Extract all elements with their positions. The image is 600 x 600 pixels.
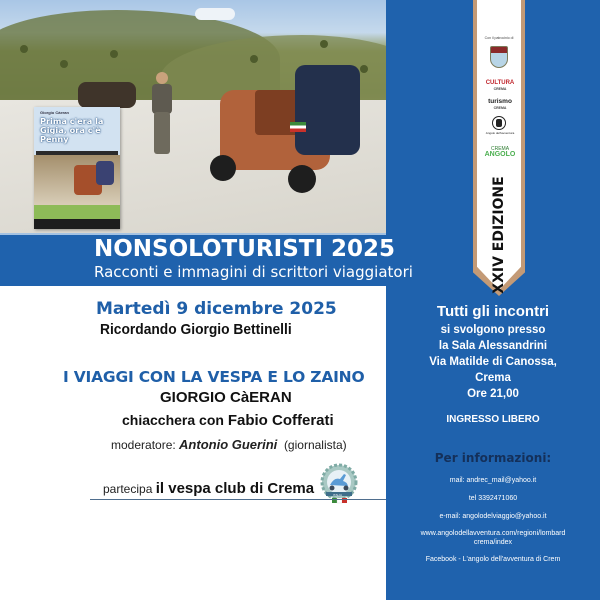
turismo-crema-logo: turismo CREMA	[488, 98, 512, 110]
book-title: Prima c'era la Gigia, ora c'è Penny	[40, 116, 104, 144]
host-name: Fabio Cofferati	[227, 412, 334, 429]
venue-line: Crema	[475, 372, 511, 384]
person-figure	[150, 72, 174, 156]
facebook-link[interactable]: Facebook - L'angolo dell'avventura di Crem	[425, 556, 561, 563]
venue-line: Via Matilde di Canossa,	[429, 356, 557, 368]
participant-line: partecipa il vespa club di Crema	[103, 480, 315, 497]
website-link-continued[interactable]: crema/index	[473, 539, 513, 546]
info-title: Per informazioni:	[434, 451, 552, 465]
talk-headline: I VIAGGI CON LA VESPA E LO ZAINO	[63, 368, 365, 386]
cultura-crema-logo: CULTURA CREMA	[485, 80, 515, 91]
municipal-crest-icon	[490, 46, 508, 68]
contact-email[interactable]: e-mail: angolodelviaggio@yahoo.it	[439, 513, 547, 520]
venue-line: si svolgono presso	[440, 324, 546, 336]
loaded-vespa-figure	[200, 60, 360, 195]
website-link[interactable]: www.angolodellavventura.com/regioni/lombard	[420, 530, 566, 537]
conversation-line: chiacchera con Fabio Cofferati	[122, 412, 334, 429]
contact-phone[interactable]: tel 3392471060	[468, 495, 518, 502]
participant-club: il vespa club di Crema	[155, 480, 315, 497]
remembrance-line: Ricordando Giorgio Bettinelli	[100, 321, 292, 338]
venue-title: Tutti gli incontri	[436, 303, 550, 320]
venue-line: la Sala Alessandrini	[438, 340, 548, 352]
angolo-avventura-caption: Angolo dell'avventura	[485, 131, 515, 135]
book-cover	[34, 107, 120, 229]
angolo-avventura-emblem-icon	[492, 116, 506, 130]
contact-mail[interactable]: mail: andrec_mail@yahoo.it	[449, 477, 537, 484]
event-date: Martedì 9 dicembre 2025	[96, 299, 337, 319]
event-time: Ore 21,00	[467, 388, 519, 400]
donkey-figure	[78, 82, 136, 108]
speaker-name: GIORGIO CàERAN	[160, 389, 292, 406]
moderator-line: moderatore: Antonio Guerini (giornalista)	[111, 437, 347, 452]
vespa-logo-label: ITALIA	[333, 493, 342, 497]
event-subtitle: Racconti e immagini di scrittori viaggiatori	[94, 263, 413, 281]
patronage-caption: Con il patrocinio di	[484, 36, 514, 40]
moderator-name: Antonio Guerini	[179, 437, 278, 452]
divider	[90, 499, 386, 500]
edition-label: XXIV EDIZIONE	[491, 176, 507, 294]
book-author: Giorgio Càeran	[40, 110, 69, 115]
event-title: NONSOLOTURISTI 2025	[94, 236, 396, 262]
free-entry-label: INGRESSO LIBERO	[446, 414, 540, 425]
crema-angolo-logo: CREMA ANGOLO	[484, 146, 516, 158]
